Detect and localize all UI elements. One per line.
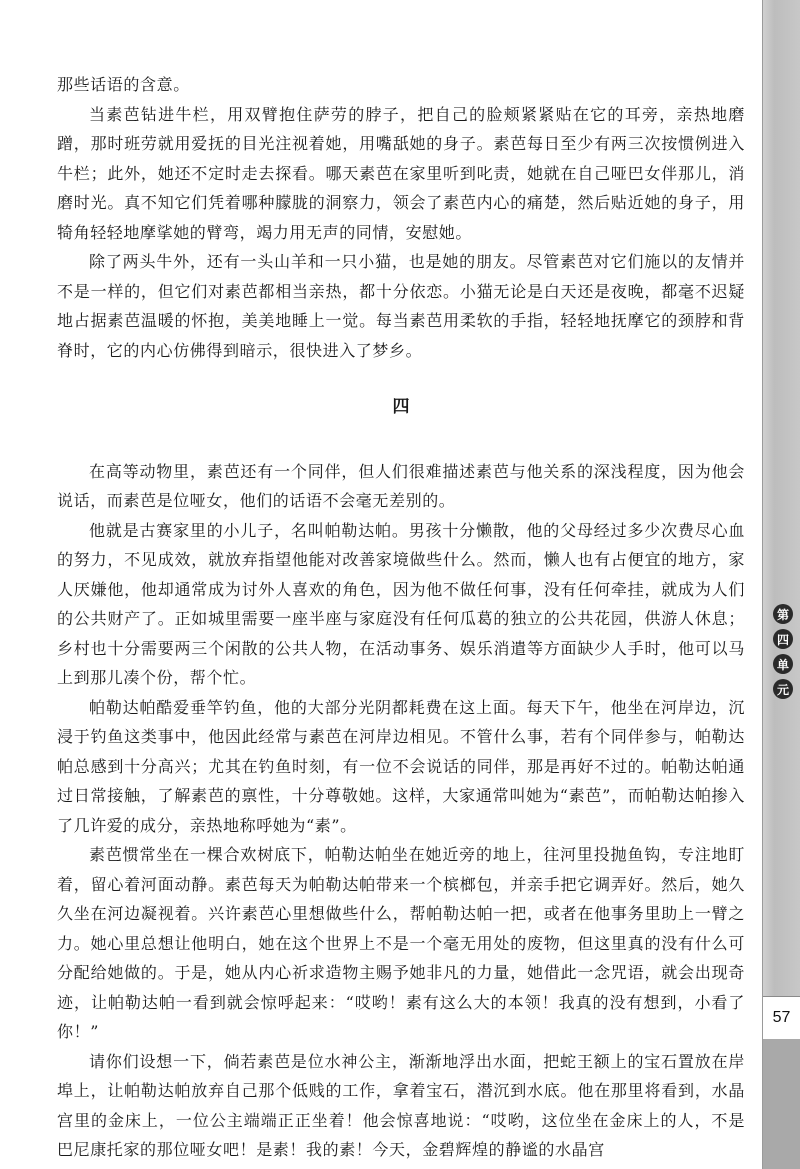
paragraph: 那些话语的含意。 — [57, 75, 190, 94]
paragraph: 在高等动物里，素芭还有一个同伴，但人们很难描述素芭与他关系的深浅程度，因为他会说话，而素芭是位哑女，他们的话语不会毫无差别的。 — [57, 461, 745, 510]
side-tab-char: 第 — [773, 604, 793, 624]
paragraph: 他就是古赛家里的小儿子，名叫帕勒达帕。男孩十分懒散，他的父母经过多少次费尽心血的努力，不见成效，就放弃指望他能对改善家境做些什么。然而，懒人也有占便宜的地方，家人厌嫌他，他却通常成为讨外人喜欢的角色，因为他不做任何事，没有任何牵挂，就成为人们的公共财产了。正如城里需要一座半座与家庭没有任何瓜葛的独立的公共花园，供游人休息；乡村也十分需要两三个闲散的公共人物，在活动事务、娱乐消遣等方面缺少人手时，他可以马上到那儿凑个份，帮个忙。 — [57, 520, 745, 687]
page-edge-shadow — [762, 0, 800, 1169]
paragraph: 请你们设想一下，倘若素芭是位水神公主，渐渐地浮出水面，把蛇王额上的宝石置放在岸埠上，让帕勒达帕放弃自己那个低贱的工作，拿着宝石，潜沉到水底。他在那里将看到，水晶宫里的金床上，一位公主端端正正坐着！他会惊喜地说：“哎哟，这位坐在金床上的人，不是巴尼康托家的那位哑女吧！是素！我的素！今天，金碧辉煌的静谧的水晶宫 — [57, 1051, 745, 1159]
unit-side-tab — [771, 604, 795, 699]
body-text — [57, 70, 745, 1165]
section-heading: 四 — [392, 397, 410, 417]
side-tab-char: 四 — [773, 629, 793, 649]
side-tab-char: 单 — [773, 654, 793, 674]
page-edge-strip — [763, 1039, 800, 1169]
page-number: 57 — [763, 996, 800, 1040]
paragraph: 除了两头牛外，还有一头山羊和一只小猫，也是她的朋友。尽管素芭对它们施以的友情并不是一样的，但它们对素芭都相当亲热，都十分依恋。小猫无论是白天还是夜晚，都毫不迟疑地占据素芭温暖的怀抱，美美地睡上一觉。每当素芭用柔软的手指，轻轻地抚摩它的颈脖和背脊时，它的内心仿佛得到暗示，很快进入了梦乡。 — [57, 252, 745, 360]
paragraph: 当素芭钻进牛栏，用双臂抱住萨劳的脖子，把自己的脸颊紧紧贴在它的耳旁，亲热地磨蹭，那时班劳就用爱抚的目光注视着她，用嘴舐她的身子。素芭每日至少有两三次按惯例进入牛栏；此外，她还不定时走去探看。哪天素芭在家里听到叱责，她就在自己哑巴女伴那儿，消磨时光。真不知它们凭着哪种朦胧的洞察力，领会了素芭内心的痛楚，然后贴近她的身子，用犄角轻轻地摩挲她的臂弯，竭力用无声的同情，安慰她。 — [57, 104, 745, 242]
paragraph: 素芭惯常坐在一棵合欢树底下，帕勒达帕坐在她近旁的地上，往河里投抛鱼钩，专注地盯着，留心着河面动静。素芭每天为帕勒达帕带来一个槟榔包，并亲手把它调弄好。然后，她久久坐在河边凝视着。兴许素芭心里想做些什么，帮帕勒达帕一把，或者在他事务里助上一臂之力。她心里总想让他明白，她在这个世界上不是一个毫无用处的废物，但这里真的没有什么可分配给她做的。于是，她从内心祈求造物主赐予她非凡的力量，她借此一念咒语，就会出现奇迹，让帕勒达帕一看到就会惊呼起来：“哎哟！素有这么大的本领！我真的没有想到，小看了你！” — [57, 845, 745, 1041]
side-tab-char: 元 — [773, 679, 793, 699]
paragraph: 帕勒达帕酷爱垂竿钓鱼，他的大部分光阴都耗费在这上面。每天下午，他坐在河岸边，沉浸于钓鱼这类事中，他因此经常与素芭在河岸边相见。不管什么事，若有个同伴参与，帕勒达帕总感到十分高兴；尤其在钓鱼时刻，有一位不会说话的同伴，那是再好不过的。帕勒达帕通过日常接触，了解素芭的禀性，十分尊敬她。这样，大家通常叫她为“素芭”，而帕勒达帕掺入了几许爱的成分，亲热地称呼她为“素”。 — [57, 697, 745, 835]
